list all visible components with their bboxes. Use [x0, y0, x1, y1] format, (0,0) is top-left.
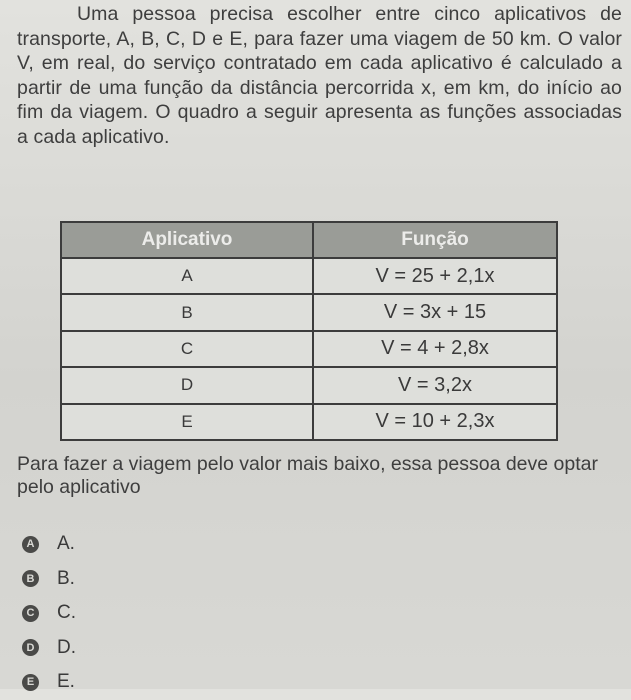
question-body: Uma pessoa precisa escolher entre cinco aplicativos de transporte, A, B, C, D e E, para fazer uma viagem de 50 km. O valor V, em real, do serviço contratado em cada aplicativo é calculado a partir de uma função da distância percorrida x, em km, do início ao fim da viagem. O quadro a seguir apresenta as funções associadas a cada aplicativo. [17, 3, 622, 148]
table-header-row [61, 222, 557, 258]
table-row [61, 294, 557, 330]
function-cell: V = 25 + 2,1x [313, 258, 557, 294]
option-e[interactable] [22, 665, 76, 700]
functions-table [60, 221, 558, 441]
table-row [61, 367, 557, 403]
option-d[interactable] [22, 631, 76, 666]
app-cell: D [61, 367, 313, 403]
option-c[interactable] [22, 596, 76, 631]
app-cell: E [61, 404, 313, 440]
question-text [17, 2, 622, 150]
option-bubble-icon[interactable]: A [22, 536, 39, 553]
table-row [61, 404, 557, 440]
option-bubble-icon[interactable]: C [22, 605, 39, 622]
function-cell: V = 3x + 15 [313, 294, 557, 330]
table-row [61, 258, 557, 294]
option-bubble-icon[interactable]: D [22, 639, 39, 656]
option-label: C. [57, 602, 76, 624]
option-bubble-icon[interactable]: E [22, 674, 39, 691]
option-a[interactable] [22, 527, 76, 562]
app-cell: C [61, 331, 313, 367]
option-b[interactable] [22, 562, 76, 597]
function-cell: V = 10 + 2,3x [313, 404, 557, 440]
answer-options [22, 527, 76, 700]
option-label: A. [57, 533, 75, 555]
header-funcao: Função [313, 222, 557, 258]
app-cell: A [61, 258, 313, 294]
option-label: E. [57, 671, 75, 693]
table-row [61, 331, 557, 367]
functions-table-grid [60, 221, 558, 441]
option-bubble-icon[interactable]: B [22, 570, 39, 587]
answer-prompt: Para fazer a viagem pelo valor mais baixo, essa pessoa deve optar pelo aplicativo [17, 453, 598, 498]
app-cell: B [61, 294, 313, 330]
function-cell: V = 3,2x [313, 367, 557, 403]
option-label: B. [57, 567, 75, 589]
function-cell: V = 4 + 2,8x [313, 331, 557, 367]
option-label: D. [57, 636, 76, 658]
header-aplicativo: Aplicativo [61, 222, 313, 258]
